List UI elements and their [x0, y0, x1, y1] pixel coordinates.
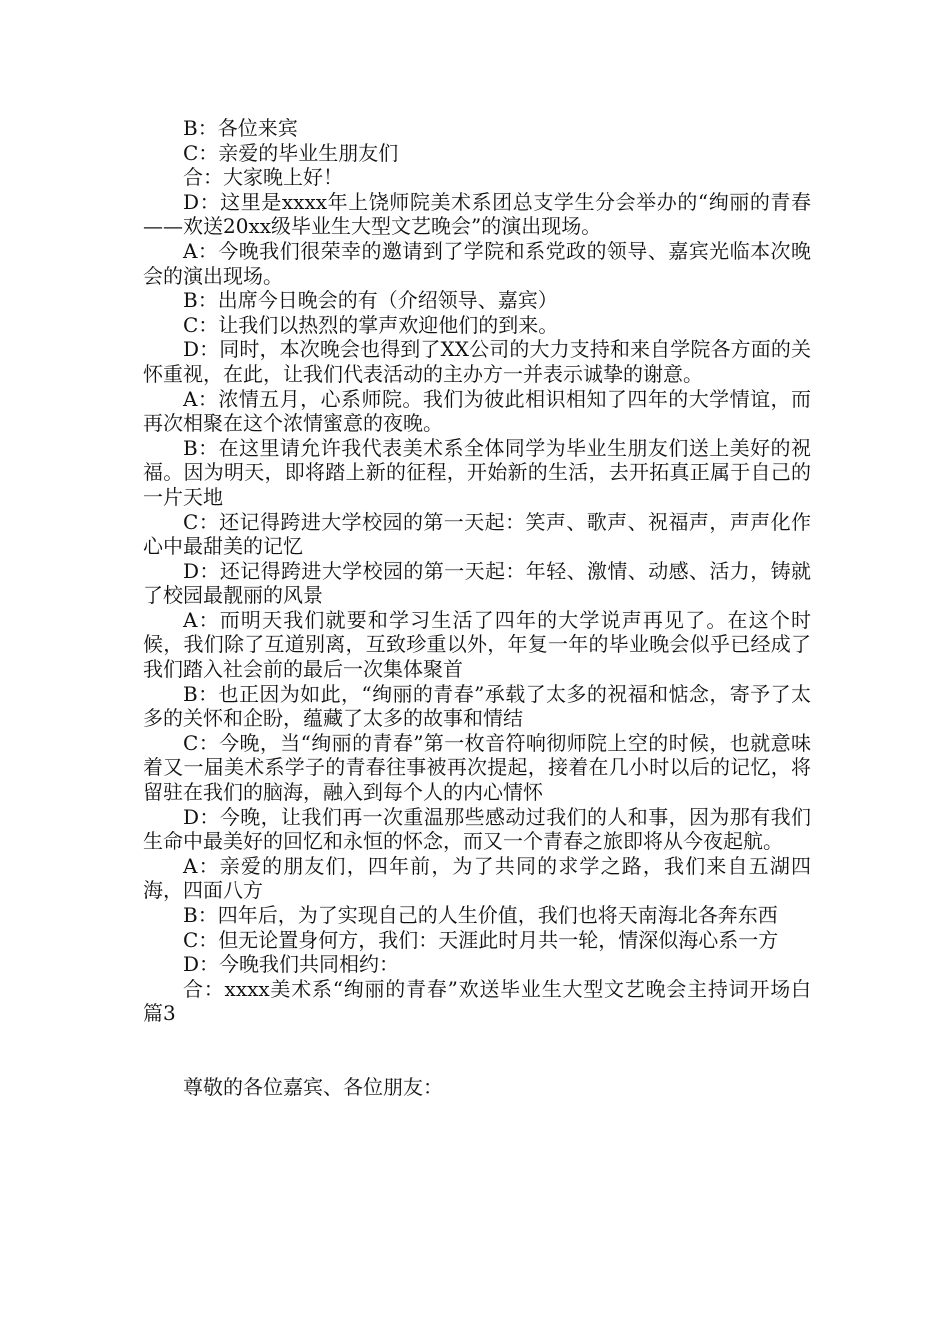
- paragraph-21: 合：xxxx美术系“绚丽的青春”欢送毕业生大型文艺晚会主持词开场白 篇3: [143, 976, 811, 1026]
- paragraph-14: B：也正因为如此，“绚丽的青春”承载了太多的祝福和惦念，寄予了太多的关怀和企盼，蕴藏了太多的故事和情结: [143, 681, 811, 731]
- paragraph-5: A：今晚我们很荣幸的邀请到了学院和系党政的领导、嘉宾光临本次晚会的演出现场。: [143, 238, 811, 288]
- paragraph-12: D：还记得跨进大学校园的第一天起：年轻、激情、动感、活力，铸就了校园最靓丽的风景: [143, 558, 811, 608]
- paragraph-19: C：但无论置身何方，我们：天涯此时月共一轮，情深似海心系一方: [183, 927, 779, 952]
- section-spacer: [143, 1026, 811, 1075]
- paragraph-3: 合：大家晚上好！: [183, 165, 343, 190]
- paragraph-16: D：今晚，让我们再一次重温那些感动过我们的人和事，因为那有我们生命中最美好的回忆和永恒的怀念，而又一个青春之旅即将从今夜起航。: [143, 804, 811, 854]
- paragraph-1: B：各位来宾: [183, 116, 298, 140]
- paragraph-13: A：而明天我们就要和学习生活了四年的大学说声再见了。在这个时候，我们除了互道别离，互致珍重以外，年复一年的毕业晚会似乎已经成了我们踏入社会前的最后一次集体聚首: [143, 607, 811, 682]
- paragraph-8: D：同时，本次晚会也得到了XX公司的大力支持和来自学院各方面的关怀重视，在此，让我们代表活动的主办方一并表示诚挚的谢意。: [143, 337, 811, 386]
- paragraph-9: A：浓情五月，心系师院。我们为彼此相识相知了四年的大学情谊，而再次相聚在这个浓情蜜意的夜晚。: [143, 386, 811, 436]
- paragraph-2: C：亲爱的毕业生朋友们: [183, 140, 399, 165]
- paragraph-7: C：让我们以热烈的掌声欢迎他们的到来。: [183, 312, 559, 337]
- paragraph-11: C：还记得跨进大学校园的第一天起：笑声、歌声、祝福声，声声化作心中最甜美的记忆: [143, 509, 811, 559]
- paragraph-20: D：今晚我们共同相约：: [183, 952, 400, 977]
- document-body: [143, 116, 811, 1100]
- paragraph-17: A：亲爱的朋友们，四年前，为了共同的求学之路，我们来自五湖四海，四面八方: [143, 853, 811, 903]
- closing-salutation: 尊敬的各位嘉宾、各位朋友：: [183, 1074, 443, 1099]
- paragraph-4: D：这里是xxxx年上饶师院美术系团总支学生分会举办的“绚丽的青春——欢送20xx级毕业生大型文艺晚会”的演出现场。: [143, 189, 811, 239]
- paragraph-6: B：出席今日晚会的有（介绍领导、嘉宾）: [183, 288, 558, 313]
- paragraph-18: B：四年后，为了实现自己的人生价值，我们也将天南海北各奔东西: [183, 903, 778, 927]
- paragraph-15: C：今晚，当“绚丽的青春”第一枚音符响彻师院上空的时候，也就意味着又一届美术系学子的青春往事被再次提起，接着在几小时以后的记忆，将留驻在我们的脑海，融入到每个人的内心情怀: [143, 730, 811, 805]
- paragraph-10: B：在这里请允许我代表美术系全体同学为毕业生朋友们送上美好的祝福。因为明天，即将踏上新的征程，开始新的生活，去开拓真正属于自己的一片天地: [143, 435, 811, 509]
